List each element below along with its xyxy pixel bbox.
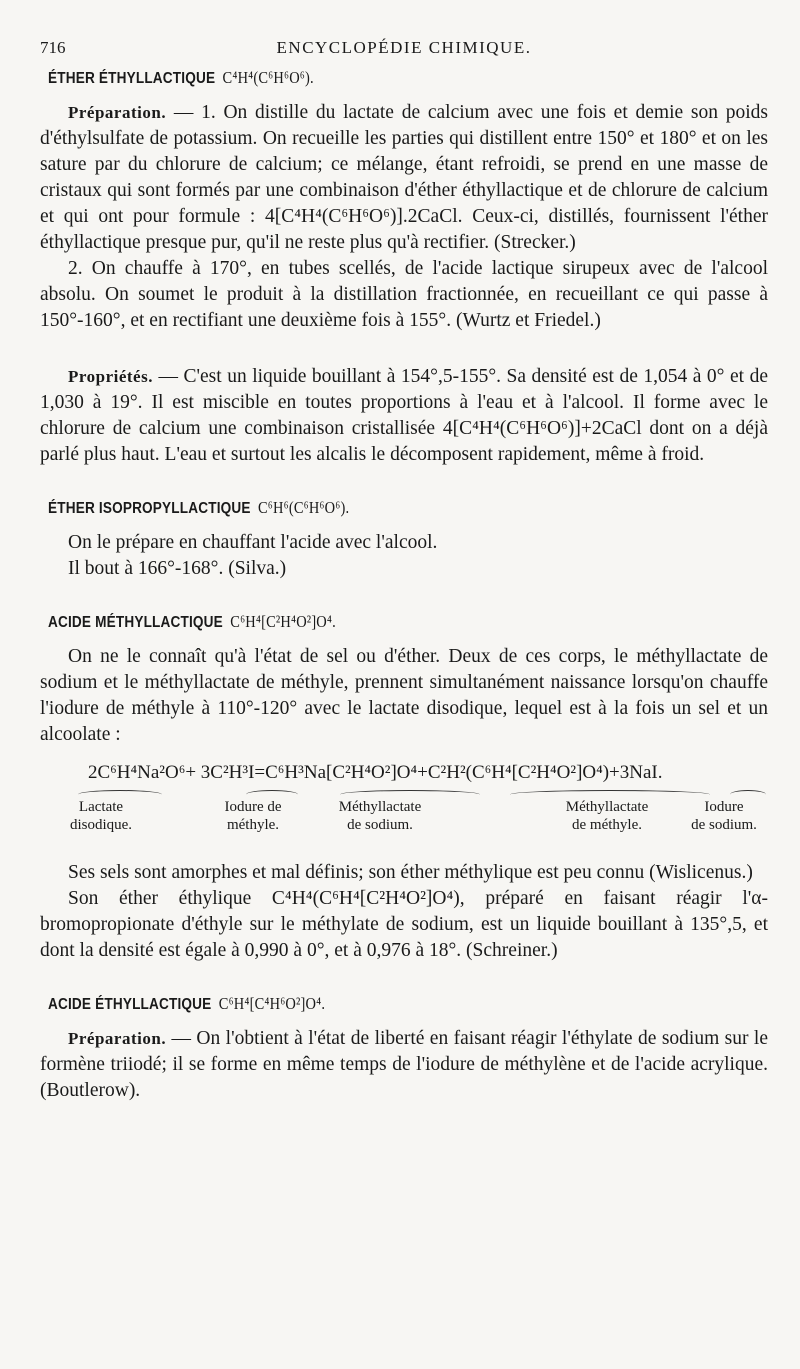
running-head bbox=[40, 38, 768, 68]
paragraph-text: On ne le connaît qu'à l'état de sel ou d'éther. Deux de ces corps, le méthyllactate de sodium et le méthyllactate de méthyle, prennent simultanément naissance lorsqu'on chauffe l'iodure de méthyle à 110°-120° avec le lactate disodique, lequel est à la fois un sel et un alcoolate : bbox=[40, 646, 768, 745]
label-line: Méthyllactate bbox=[565, 799, 649, 815]
paragraph bbox=[40, 256, 768, 334]
paragraph-lead: Préparation. bbox=[68, 103, 167, 122]
paragraph-text: Son éther éthylique C⁴H⁴(C⁶H⁴[C²H⁴O²]O⁴), préparé en faisant réagir l'α-bromopropionate d'éthyle sur le méthylate de sodium, est un liquide bouillant à 135°,5, et dont la densité est égale à 0,990 à 0°, et à 0,976 à 18°. (Schreiner.) bbox=[40, 888, 768, 961]
paragraph-text: — C'est un liquide bouillant à 154°,5-155°. Sa densité est de 1,054 à 0° et de 1,030 à 19°. Il est miscible en toutes proportions à l'eau et à l'alcool. Il forme avec le chlorure de calcium une combinaison cristallisée 4[C⁴H⁴(C⁶H⁶O⁶)]+2CaCl dont on a déjà parlé plus haut. L'eau et surtout les alcalis le décomposent rapidement, même à froid. bbox=[40, 366, 768, 465]
paragraph bbox=[40, 886, 768, 964]
paragraph-text: On le prépare en chauffant l'acide avec l'alcool. bbox=[68, 532, 438, 553]
label-line: Iodure de bbox=[224, 799, 282, 815]
section-heading bbox=[48, 498, 660, 518]
label-line: Lactate bbox=[78, 799, 124, 815]
label-line: disodique. bbox=[69, 817, 133, 833]
heading-text: ÉTHER ISOPROPYLLACTIQUE bbox=[48, 500, 251, 517]
section-heading bbox=[48, 68, 660, 88]
section-heading bbox=[48, 994, 660, 1014]
paragraph-lead: Préparation. bbox=[68, 1029, 167, 1048]
paragraph-text: — 1. On distille du lactate de calcium avec une fois et demie son poids d'éthylsulfate de potassium. On recueille les parties qui distillent entre 150° et 180° et on les sature par du chlorure de calcium; ce mélange, étant refroidi, se prend en une masse de cristaux qui sont formés par une combinaison d'éther éthyllactique et de chlorure de calcium et qui ont pour formule : 4[C⁴H⁴(C⁶H⁶O⁶)].2CaCl. Ceux-ci, distillés, fournissent l'éther éthyllactique presque pur, qu'il ne reste plus qu'à rectifier. (Strecker.) bbox=[40, 102, 768, 253]
page-number: 716 bbox=[40, 38, 66, 57]
paragraph-text: Ses sels sont amorphes et mal définis; son éther méthylique est peu connu (Wislicenus.) bbox=[68, 862, 753, 883]
section-ether-isopropyllactique bbox=[40, 498, 768, 582]
paragraph bbox=[40, 100, 768, 256]
section-ether-ethyllactique bbox=[40, 68, 768, 468]
paragraph-lead: Propriétés. bbox=[68, 367, 153, 386]
heading-text: ÉTHER ÉTHYLLACTIQUE bbox=[48, 70, 216, 87]
paragraph-text: Il bout à 166°-168°. (Silva.) bbox=[68, 558, 287, 579]
page bbox=[40, 38, 768, 1104]
paragraph bbox=[40, 556, 768, 582]
paragraph bbox=[40, 860, 768, 886]
heading-text: ACIDE MÉTHYLLACTIQUE bbox=[48, 614, 223, 631]
paragraph bbox=[40, 364, 768, 468]
paragraph-text: 2. On chauffe à 170°, en tubes scellés, de l'acide lactique sirupeux avec de l'alcool absolu. On soumet le produit à la distillation fractionnée, en recueillant ce qui passe à 150°-160°, et en rectifiant une deuxième fois à 155°. (Wurtz et Friedel.) bbox=[40, 258, 768, 331]
heading-formula: C⁶H⁶(C⁶H⁶O⁶). bbox=[258, 498, 350, 517]
equation-label bbox=[680, 798, 768, 834]
equation-text: 2C⁶H⁴Na²O⁶+ 3C²H³I=C⁶H³Na[C²H⁴O²]O⁴+C²H²(C⁶H⁴[C²H⁴O²]O⁴)+3NaI. bbox=[88, 762, 663, 783]
section-acide-ethyllactique bbox=[40, 994, 768, 1104]
label-line: de sodium. bbox=[347, 817, 413, 833]
running-title: ENCYCLOPÉDIE CHIMIQUE. bbox=[276, 38, 532, 57]
equation-label bbox=[315, 798, 445, 834]
heading-text: ACIDE ÉTHYLLACTIQUE bbox=[48, 996, 212, 1013]
paragraph bbox=[40, 1026, 768, 1104]
label-line: Iodure bbox=[704, 799, 744, 815]
paragraph-text: — On l'obtient à l'état de liberté en faisant réagir l'éthylate de sodium sur le formène triiodé; il se forme en même temps de l'iodure de méthylène et de l'acide acrylique. (Boutlerow). bbox=[40, 1028, 768, 1101]
label-line: méthyle. bbox=[226, 817, 280, 833]
label-line: de sodium. bbox=[691, 817, 757, 833]
label-line: de méthyle. bbox=[572, 817, 642, 833]
paragraph bbox=[40, 530, 768, 556]
equation-label bbox=[532, 798, 682, 834]
equation-label bbox=[188, 798, 318, 834]
label-line: Méthyllactate bbox=[338, 799, 422, 815]
equation bbox=[40, 762, 768, 842]
paragraph bbox=[40, 644, 768, 748]
equation-label bbox=[40, 798, 162, 834]
section-acide-methyllactique bbox=[40, 612, 768, 964]
heading-formula: C⁴H⁴(C⁶H⁶O⁶). bbox=[222, 68, 314, 87]
section-heading bbox=[48, 612, 660, 632]
heading-formula: C⁶H⁴[C²H⁴O²]O⁴. bbox=[230, 612, 336, 631]
heading-formula: C⁶H⁴[C⁴H⁶O²]O⁴. bbox=[218, 994, 326, 1013]
